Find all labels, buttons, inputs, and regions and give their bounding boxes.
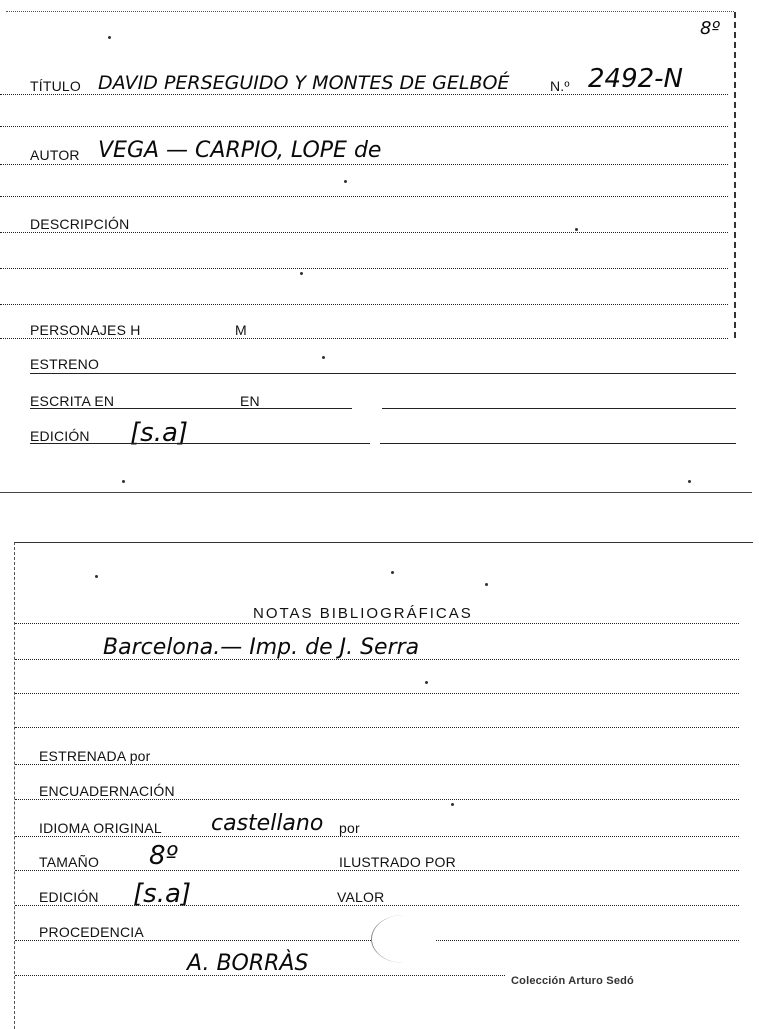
- catalog-card-top: [0, 0, 752, 493]
- blank-line-1: [0, 126, 728, 127]
- notas-heading-line: [15, 623, 739, 624]
- idioma-label: IDIOMA ORIGINAL: [39, 820, 162, 836]
- speck: [344, 180, 347, 183]
- escrita-line-right: [382, 408, 736, 409]
- tamano-value: 8º: [149, 841, 178, 871]
- speck: [95, 575, 98, 578]
- estreno-line: [30, 373, 736, 374]
- idioma-line: [15, 836, 739, 837]
- catalog-number: 2492-N: [588, 64, 683, 94]
- titulo-value: DAVID PERSEGUIDO Y MONTES DE GELBOÉ: [98, 72, 510, 94]
- catalog-card-bottom: [14, 542, 753, 1029]
- valor-label: VALOR: [337, 889, 385, 905]
- tamano-line: [15, 870, 739, 871]
- speck: [425, 681, 428, 684]
- encuadernacion-line: [15, 799, 739, 800]
- tamano-label: TAMAÑO: [39, 854, 100, 870]
- speck: [122, 480, 125, 483]
- estrenada-line: [15, 764, 739, 765]
- idioma-por-label: por: [339, 820, 360, 836]
- edicion-bottom-value: [s.a]: [133, 879, 192, 909]
- blank-line-4: [0, 304, 728, 305]
- edicion-line-right: [380, 443, 736, 444]
- estrenada-label: ESTRENADA por: [39, 748, 151, 764]
- edicion-value: [s.a]: [130, 418, 189, 448]
- escrita-en-label: EN: [240, 393, 260, 409]
- edicion-line-left: [30, 443, 370, 444]
- number-label: N.º: [550, 78, 570, 94]
- personajes-line: [0, 338, 728, 339]
- descripcion-label: DESCRIPCIÓN: [30, 216, 130, 232]
- notas-bibliograficas-note: Barcelona.— Imp. de J. Serra: [103, 635, 420, 660]
- speck: [108, 36, 111, 39]
- encuadernacion-label: ENCUADERNACIÓN: [39, 783, 175, 799]
- titulo-label: TÍTULO: [30, 78, 81, 94]
- estreno-label: ESTRENO: [30, 356, 100, 372]
- autor-value: VEGA — CARPIO, LOPE de: [98, 138, 382, 163]
- speck: [575, 228, 578, 231]
- punch-hole: [371, 915, 436, 963]
- procedencia-line-2: [15, 975, 505, 976]
- procedencia-value: A. BORRÀS: [187, 951, 309, 976]
- speck: [322, 356, 325, 359]
- collection-mark: Colección Arturo Sedó: [511, 975, 634, 987]
- notas-line-1: [15, 659, 739, 660]
- personajes-label: PERSONAJES H: [30, 322, 141, 338]
- blank-line-3: [0, 268, 728, 269]
- escrita-line-left: [30, 408, 352, 409]
- edicion-label: EDICIÓN: [30, 428, 90, 444]
- speck: [300, 272, 303, 275]
- titulo-line: [0, 94, 728, 95]
- descripcion-line: [0, 232, 728, 233]
- card-edge-dashes: [734, 12, 736, 338]
- idioma-value: castellano: [211, 811, 324, 836]
- edicion-bottom-label: EDICIÓN: [39, 889, 99, 905]
- ilustrado-label: ILUSTRADO POR: [339, 854, 456, 870]
- procedencia-label: PROCEDENCIA: [39, 924, 144, 940]
- notas-line-3: [15, 727, 739, 728]
- autor-line: [0, 164, 728, 165]
- speck: [688, 480, 691, 483]
- blank-line-2: [0, 196, 728, 197]
- card-top-edge: [6, 11, 734, 12]
- personajes-m-label: M: [235, 322, 247, 338]
- corner-size-note: 8º: [700, 18, 720, 39]
- speck: [485, 583, 488, 586]
- autor-label: AUTOR: [30, 147, 80, 163]
- speck: [451, 803, 454, 806]
- edicion-bottom-line: [15, 905, 739, 906]
- speck: [391, 571, 394, 574]
- escrita-label: ESCRITA EN: [30, 393, 115, 409]
- notas-heading: NOTAS BIBLIOGRÁFICAS: [253, 605, 473, 622]
- notas-line-2: [15, 693, 739, 694]
